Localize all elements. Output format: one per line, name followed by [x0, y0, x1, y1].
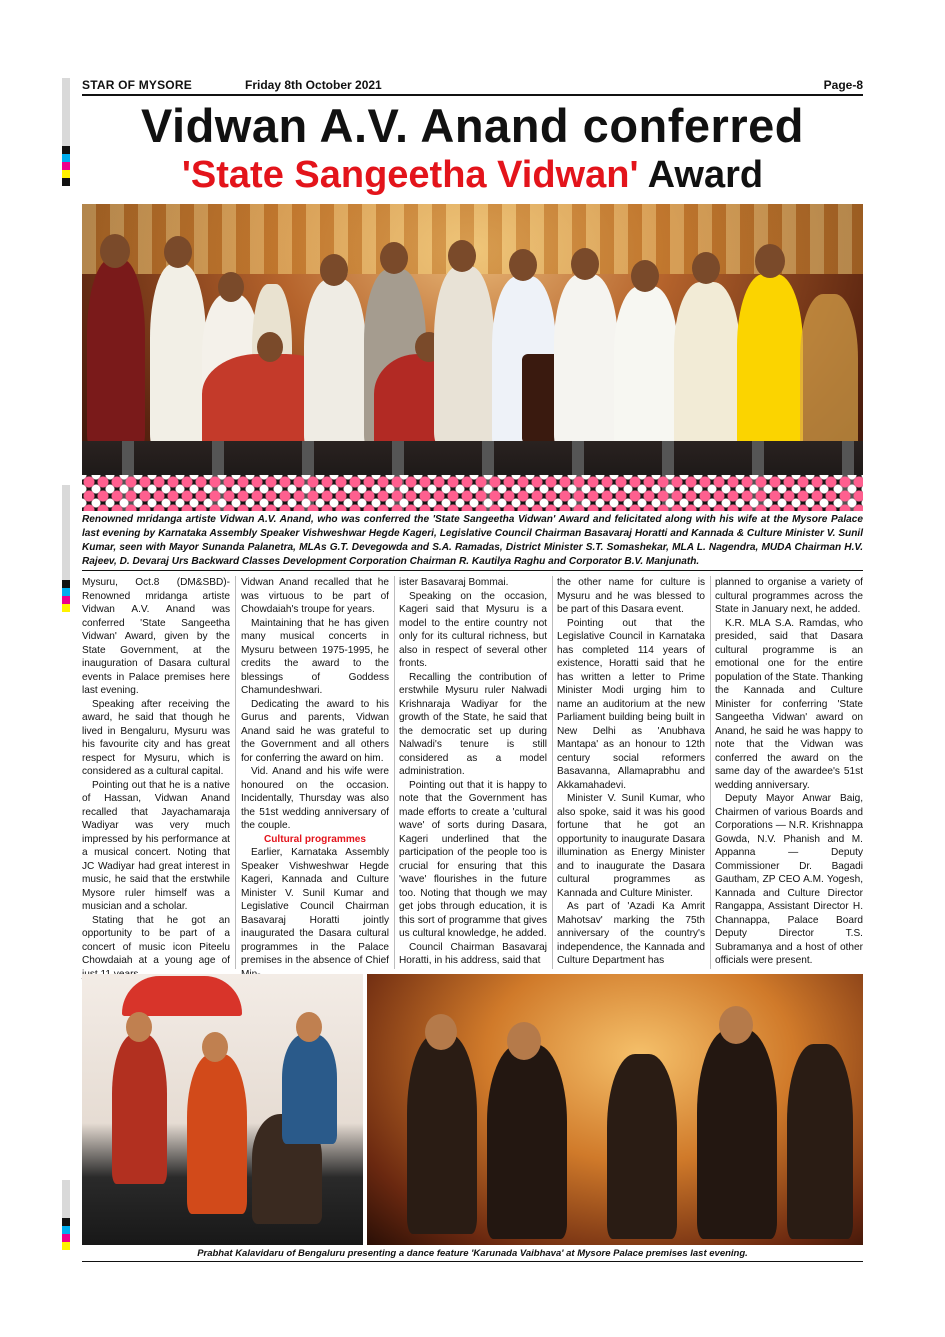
person-figure	[434, 266, 494, 446]
umbrella-prop	[122, 976, 242, 1016]
performer-figure	[282, 1034, 337, 1144]
article-column-4	[557, 576, 705, 968]
dancer-figure	[607, 1054, 677, 1239]
performer-figure	[112, 1034, 167, 1184]
person-head	[257, 332, 283, 362]
print-margin-bar-bottom	[62, 1180, 70, 1218]
person-head	[320, 254, 348, 286]
page-number: Page-8	[823, 78, 863, 92]
person-figure	[674, 282, 740, 452]
paragraph: Speaking after receiving the award, he said that though he lived in Bengaluru, Mysuru was his favourite city and has great respect for Mysuru, which is considered as a cultural capital.	[82, 698, 230, 777]
person-head	[448, 240, 476, 272]
header-rule	[82, 94, 863, 96]
issue-date: Friday 8th October 2021	[245, 78, 382, 92]
paragraph: the other name for culture is Mysuru and he was blessed to be part of this Dasara event.	[557, 577, 705, 615]
dancer-figure	[697, 1029, 777, 1239]
paragraph: Council Chairman Basavaraj Horatti, in his address, said that	[399, 941, 547, 966]
article-column-3	[399, 576, 547, 968]
paragraph: planned to organise a variety of cultural programmes across the State in January next, he added.	[715, 577, 863, 615]
performer-figure	[187, 1054, 247, 1214]
person-figure	[614, 286, 678, 451]
paragraph: Recalling the contribution of erstwhile Mysuru ruler Nalwadi Krishnaraja Wadiyar for the growth of the State, he said that the democratic set up during Nalwadi's tenure is still considered as a model administration.	[399, 671, 547, 777]
person-head	[164, 236, 192, 268]
subheading-cultural-programmes: Cultural programmes	[263, 833, 367, 845]
dance-performance-photo	[367, 974, 863, 1245]
person-head	[755, 244, 785, 278]
dancer-head	[719, 1006, 753, 1044]
performer-head	[202, 1032, 228, 1062]
paragraph: ister Basavaraj Bommai.	[399, 577, 509, 588]
headline-line-2	[82, 151, 863, 199]
dancer-figure	[487, 1044, 567, 1239]
person-figure	[554, 274, 618, 449]
headline-award-name: 'State Sangeetha Vidwan'	[181, 154, 639, 196]
dancer-head	[425, 1014, 457, 1050]
footer-rule	[82, 1261, 863, 1262]
headline-line-1: Vidwan A.V. Anand conferred	[141, 99, 804, 152]
headline-award-word: Award	[647, 154, 764, 196]
person-head	[100, 234, 130, 268]
paragraph: Maintaining that he has given many musical concerts in Mysuru between 1975-1995, he credits the award to the blessings of Goddess Chamundeshwari.	[241, 617, 389, 696]
paragraph: Vid. Anand and his wife were honoured on the occasion. Incidentally, Thursday was also the 51st wedding anniversary of the couple.	[241, 766, 389, 831]
column-divider	[394, 576, 395, 969]
paragraph: Minister V. Sunil Kumar, who also spoke, said it was his good fortune that he got an opportunity to inaugurate Dasara illumination as Energy Minister and to inaugurate the Dasara cultural programmes as Kannada and Culture Minister.	[557, 793, 705, 899]
person-head	[631, 260, 659, 292]
paragraph: Earlier, Karnataka Assembly Speaker Vishweshwar Hegde Kageri, Kannada and Culture Minister V. Sunil Kumar and Legislative Council Chairman Basavaraj Horatti jointly inaugurated the Dasara cultural programmes in the Palace premises in the absence of Chief	[241, 847, 389, 966]
column-divider	[710, 576, 711, 969]
paragraph: Speaking on the occasion, Kageri said that Mysuru is a model to the entire country not only for its cultural richness, but also in respect of several other fronts.	[399, 590, 547, 669]
paragraph: Pointing out that the Legislative Council in Karnataka has completed 114 years of existence, Horatti said that he has written a letter to Prime Minister Modi urging him to name an auditorium at the new Parliament building being built in New Delhi as 'Anubhava Mantapa' as an honour to 12th century social reformers Basavanna, Allamaprabhu and Akkamahadevi.	[557, 617, 705, 791]
mythological-play-photo	[82, 974, 363, 1245]
person-head	[380, 242, 408, 274]
paper-name: STAR OF MYSORE	[82, 78, 192, 92]
registration-marks-bottom	[62, 1218, 70, 1250]
paragraph: Deputy Mayor Anwar Baig, Chairmen of various Boards and Corporations — N.R. Krishnappa Gowda, N.V. Phanish and M. Appanna — Deputy Commissioner Dr. Bagadi Gautham, ZP CEO A.M. Yogesh, Kannada and Culture Director Rangappa, Assistant Director H. Channappa, Palace Board Deputy Director T.S. Subramanya and a host of other officials were present.	[715, 793, 863, 966]
column-divider	[235, 576, 236, 969]
photo-caption-bottom: Prabhat Kalavidaru of Bengaluru presenting a dance feature 'Karunada Vaibhava' at Mysore Palace premises last evening.	[197, 1248, 748, 1259]
article-column-1	[82, 576, 230, 981]
article-column-2	[241, 576, 389, 981]
paragraph: Pointing out that it is happy to note that the Government has made efforts to create a 'cultural wave' of sorts during Dasara, Kageri underlined that the participation of the people too is crucial for ensuring that this 'wave' flourishes in the future too. Noting that though we may get jobs through education, it is this sort of programme that gives us cultural knowledge, he added.	[399, 779, 547, 939]
dancer-figure	[787, 1044, 853, 1239]
performer-head	[296, 1012, 322, 1042]
paragraph: Stating that he got an opportunity to be part of a concert of music icon Piteelu Chowdaiah at a young age of	[82, 914, 230, 966]
dancer-figure	[407, 1034, 477, 1234]
photo-caption-top: Renowned mridanga artiste Vidwan A.V. Anand, who was conferred the 'State Sangeetha Vidwan' Award and felicitated along with his wife at the Mysore Palace last evening by Karnataka Assembly Speaker Vishweshwar Hegde Kageri, Legislative Council Chairman Basavaraj Horatti and Kannada & Culture Minister V. Sunil Kumar, seen with Mayor Sunanda Palanetra, MLAs G.T. Devegowda and S.A. Ramadas, District Minister S.T. Somashekar, MLA L. Nagendra, MUDA Chairman H.V. Rajeev, D. Devaraj Urs Backward Classes Development Corporation Chairman R. Kautilya Raghu and Corporator B.V. Manjunath.	[82, 514, 863, 567]
award-ceremony-photo	[82, 204, 863, 511]
person-figure	[737, 274, 803, 454]
registration-marks-top	[62, 146, 70, 186]
person-head	[509, 249, 537, 281]
dancer-head	[507, 1022, 541, 1060]
registration-marks-middle	[62, 580, 70, 612]
article-column-5	[715, 576, 863, 968]
paragraph: K.R. MLA S.A. Ramdas, who presided, said that Dasara cultural programme is an emotional one for the entire population of the State. Thanking the Kannada and Culture Minister for conferring 'State Sangeetha Vidwan' award on Anand, he said he was happy to note that the Vidwan was conferred the award on the same day of the awardee's 51st wedding anniversary.	[715, 617, 863, 791]
person-head	[218, 272, 244, 302]
person-figure	[800, 294, 858, 454]
paragraph: As part of 'Azadi Ka Amrit Mahotsav' marking the 75th anniversary of the country's independence, the Kannada and Culture Department has	[557, 901, 705, 966]
paragraph: Pointing out that he is a native of Hassan, Vidwan Anand recalled that Jayachamaraja Wadiyar was very much impressed by his performance at a musical concert. Noting that JC Wadiyar had great interest in music, he said that the erstwhile Mysore ruler himself was a musician and a scholar.	[82, 779, 230, 912]
person-head	[692, 252, 720, 284]
flower-decoration	[82, 475, 863, 511]
person-figure	[87, 259, 145, 449]
person-head	[571, 248, 599, 280]
caption-rule	[82, 570, 863, 571]
person-figure	[304, 279, 366, 449]
performer-head	[126, 1012, 152, 1042]
paragraph: Dedicating the award to his Gurus and parents, Vidwan Anand said he was grateful to the Government and all others for conferring the award on him.	[241, 698, 389, 764]
paragraph: Vidwan Anand recalled that he was virtuous to be part of Chowdaiah's troupe for years.	[241, 577, 389, 615]
print-margin-bar-top	[62, 78, 70, 146]
column-divider	[552, 576, 553, 969]
print-margin-bar-middle	[62, 485, 70, 580]
paragraph: Mysuru, Oct.8 (DM&SBD)- Renowned mridanga artiste Vidwan A.V. Anand was conferred 'State Sangeetha Vidwan' Award, given by the State Government, at the inauguration of Dasara cultural events in Palace premises here last evening.	[82, 577, 230, 696]
person-figure	[150, 264, 206, 449]
